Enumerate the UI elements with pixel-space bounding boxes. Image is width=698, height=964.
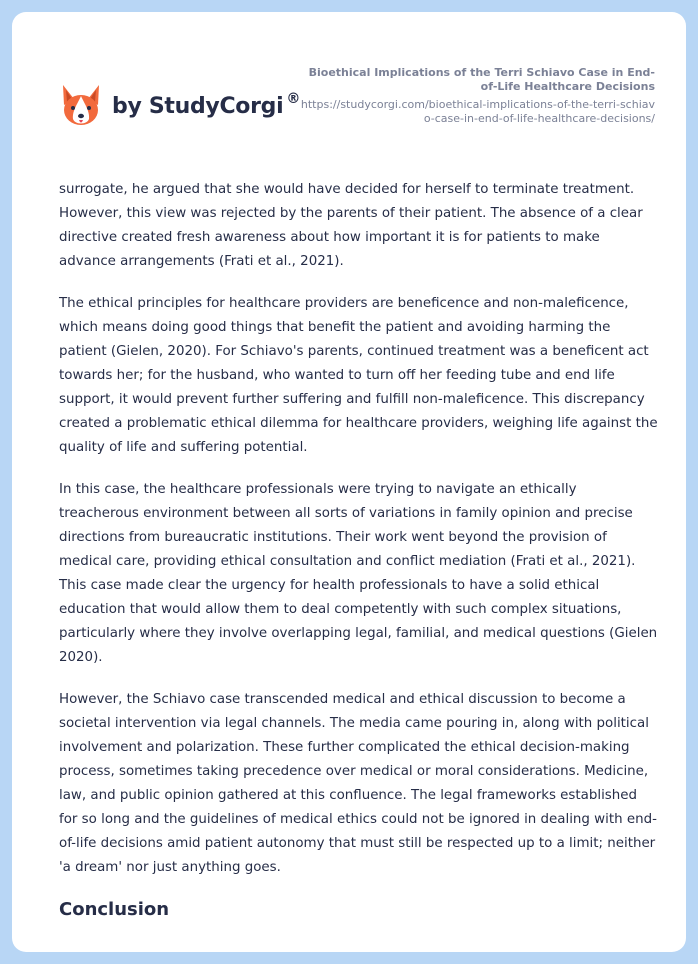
corgi-logo-icon[interactable] (60, 76, 102, 136)
section-heading-conclusion: Conclusion (59, 899, 170, 920)
paragraph: In this case, the healthcare professionals were trying to navigate an ethically treacherous environment between all sorts of variations in family opinion and precise directions from bureaucratic institutions. Their work went beyond the provision of medical care, providing ethical consultation and conflict mediation (Frati et al., 2021). This case made clear the urgency for health professionals to have a solid ethical education that would allow them to deal competently with such complex situations, particularly where they involve overlapping legal, familial, and medical questions (Gielen 2020). (59, 482, 658, 665)
paragraph: surrogate, he argued that she would have decided for herself to terminate treatment. However, this view was rejected by the parents of their patient. The absence of a clear directive created fresh awareness about how important it is for patients to make advance arrangements (Frati et al., 2021). (59, 182, 643, 269)
paragraph: The ethical principles for healthcare providers are beneficence and non-maleficence, which means doing good things that benefit the patient and avoiding harming the patient (Gielen, 2020). For Schiavo's parents, continued treatment was a beneficent act towards her; for the husband, who wanted to turn off her feeding tube and end life support, it would prevent further suffering and fulfill non-maleficence. This discrepancy created a problematic ethical dilemma for healthcare providers, weighing life against the quality of life and suffering potential. (59, 296, 658, 455)
document-title: Bioethical Implications of the Terri Schiavo Case in End-of-Life Healthcare Decisions (308, 66, 655, 93)
document-header-info (295, 66, 655, 125)
document-body (59, 178, 659, 922)
brand-name[interactable] (112, 91, 301, 119)
document-url[interactable]: https://studycorgi.com/bioethical-implications-of-the-terri-schiavo-case-in-end-of-life-healthcare-decisions/ (300, 98, 655, 125)
registered-mark: ® (286, 91, 301, 107)
document-page (12, 12, 686, 952)
brand-text: by StudyCorgi (112, 94, 284, 119)
paragraph: However, the Schiavo case transcended medical and ethical discussion to become a societal intervention via legal channels. The media came pouring in, along with political involvement and polarization. These further complicated the ethical decision-making process, sometimes taking precedence over medical or moral considerations. Medicine, law, and public opinion gathered at this confluence. The legal frameworks established for so long and the guidelines of medical ethics could not be ignored in dealing with end-of-life decisions amid patient autonomy that must still be respected up to a limit; neither 'a dream' nor just anything goes. (59, 692, 657, 875)
